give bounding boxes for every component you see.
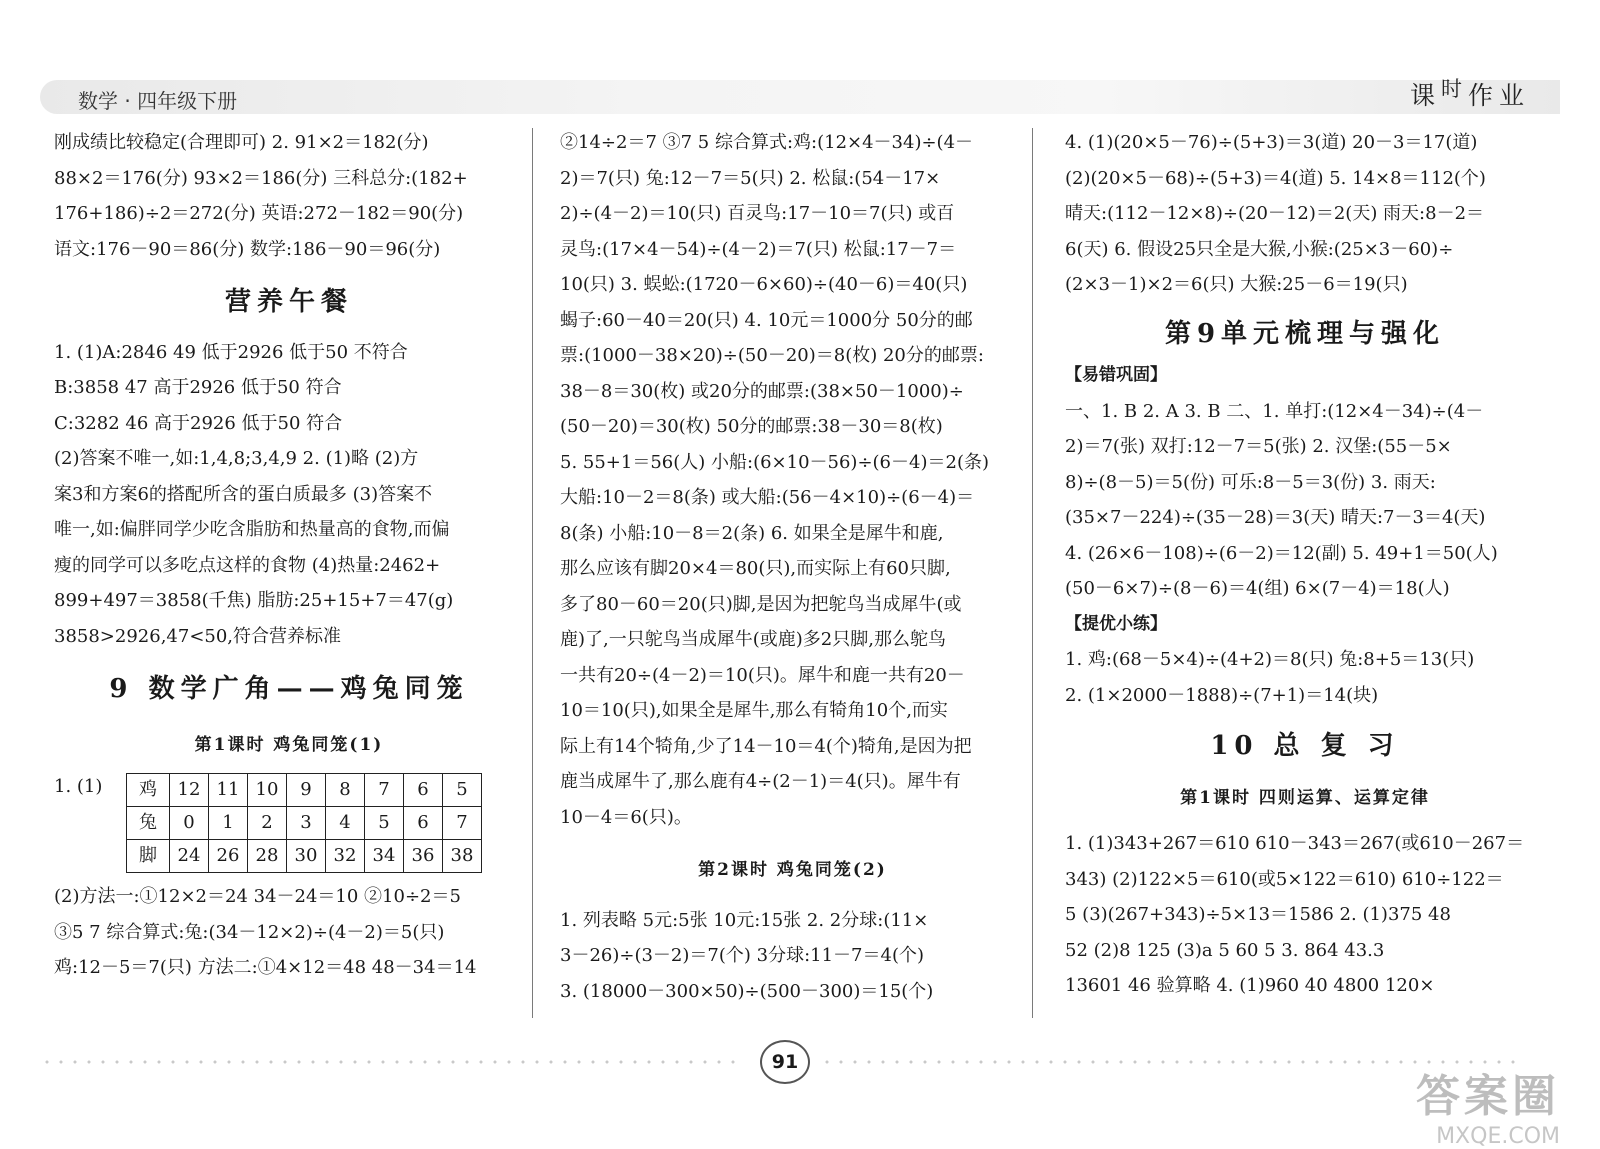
- table-cell: 8: [326, 774, 365, 807]
- answer-line: 鹿当成犀牛了,那么鹿有4÷(2－1)＝4(只)。犀牛有: [560, 771, 961, 792]
- answer-line: 鸡:12－5＝7(只) 方法二:①4×12＝48 48－34＝14: [54, 957, 477, 978]
- table-cell: 24: [170, 840, 209, 873]
- answer-line: 灵鸟:(17×4－54)÷(4－2)＝7(只) 松鼠:17－7＝: [560, 238, 957, 260]
- answer-line: 一、1. B 2. A 3. B 二、1. 单打:(12×4－34)÷(4－: [1065, 400, 1484, 422]
- answer-line: 88×2＝176(分) 93×2＝186(分) 三科总分:(182+: [54, 167, 468, 189]
- lesson-title: 第1课时 鸡兔同笼(1): [194, 734, 384, 755]
- section-title-unit10: 10 总 复 习: [1210, 731, 1400, 761]
- answer-line: 蝎子:60－40＝20(只) 4. 10元＝1000分 50分的邮: [560, 309, 973, 331]
- answer-line: 4. (26×6－108)÷(6－2)＝12(副) 5. 49+1＝50(人): [1065, 542, 1498, 564]
- answer-line: (2)答案不唯一,如:1,4,8;3,4,9 2. (1)略 (2)方: [54, 448, 419, 469]
- series-title: [1410, 76, 1530, 112]
- table-cell: 36: [404, 840, 443, 873]
- footer-dots-right: [820, 1055, 1520, 1069]
- answer-line: (50－6×7)÷(8－6)＝4(组) 6×(7－4)＝18(人): [1065, 578, 1450, 599]
- answer-line: 2)＝7(张) 双打:12－7＝5(张) 2. 汉堡:(55－5×: [1065, 436, 1452, 457]
- answer-line: 176+186)÷2＝272(分) 英语:272－182＝90(分): [54, 203, 464, 224]
- answer-line: 38－8＝30(枚) 或20分的邮票:(38×50－1000)÷: [560, 380, 964, 402]
- answer-line: 3－26)÷(3－2)＝7(个) 3分球:11－7＝4(个): [560, 945, 924, 966]
- column-1: [54, 125, 524, 986]
- answer-line: 52 (2)8 125 (3)a 5 60 5 3. 864 43.3: [1065, 939, 1385, 961]
- answer-line: (35×7－224)÷(35－28)＝3(天) 晴天:7－3＝4(天): [1065, 507, 1486, 528]
- table-cell: 32: [326, 840, 365, 873]
- column-3: [1065, 125, 1545, 1004]
- answer-line: 那么应该有脚20×4＝80(只),而实际上有60只脚,: [560, 558, 951, 579]
- lesson-title: 第2课时 鸡兔同笼(2): [698, 860, 887, 880]
- answer-line: 2. (1×2000－1888)÷(7+1)＝14(块): [1065, 684, 1379, 706]
- series-char: 作: [1467, 81, 1499, 110]
- series-char: 时: [1440, 77, 1468, 101]
- answer-line: 10＝10(只),如果全是犀牛,那么有犄角10个,而实: [560, 700, 948, 721]
- table-cell: 鸡: [127, 774, 170, 807]
- answer-line: 一共有20÷(4－2)＝10(只)。犀牛和鹿一共有20－: [560, 664, 965, 686]
- answer-line: 大船:10－2＝8(条) 或大船:(56－4×10)÷(6－4)＝: [560, 487, 975, 508]
- answer-line: 10－4＝6(只)。: [560, 806, 692, 828]
- answer-line: 晴天:(112－12×8)÷(20－12)＝2(天) 雨天:8－2＝: [1065, 203, 1485, 224]
- table-cell: 10: [248, 774, 287, 807]
- answer-line: ③5 7 综合算式:兔:(34－12×2)÷(4－2)＝5(只): [54, 921, 445, 943]
- header-band: [40, 80, 1560, 114]
- column-divider: [1032, 128, 1033, 1018]
- answer-line: 2)÷(4－2)＝10(只) 百灵鸟:17－10＝7(只) 或百: [560, 203, 955, 224]
- answer-line: 多了80－60＝20(只)脚,是因为把鸵鸟当成犀牛(或: [560, 593, 962, 615]
- series-char: 课: [1409, 81, 1441, 110]
- answer-line: 3858>2926,47<50,符合营养标准: [54, 625, 342, 647]
- answer-line: (2)(20×5－68)÷(5+3)＝4(道) 5. 14×8＝112(个): [1065, 167, 1486, 189]
- table-cell: 11: [209, 774, 248, 807]
- answer-line: B:3858 47 高于2926 低于50 符合: [54, 377, 342, 398]
- answer-line: 8(条) 小船:10－8＝2(条) 6. 如果全是犀牛和鹿,: [560, 522, 944, 544]
- answer-line: 瘦的同学可以多吃点这样的食物 (4)热量:2462+: [54, 554, 441, 576]
- watermark-text: 答案圈: [1416, 1071, 1560, 1122]
- answer-line: ②14÷2＝7 ③7 5 综合算式:鸡:(12×4－34)÷(4－: [560, 132, 974, 153]
- answer-line: 际上有14个犄角,少了14－10＝4(个)犄角,是因为把: [560, 735, 972, 757]
- answer-line: (2×3－1)×2＝6(只) 大猴:25－6＝19(只): [1065, 274, 1408, 295]
- tag-mistakes: 【易错巩固】: [1065, 365, 1167, 385]
- section-title-unit9: 9 数学广角——鸡兔同笼: [109, 674, 469, 704]
- answer-line: 1. (1)343+267＝610 610－343＝267(或610－267＝: [1065, 833, 1525, 854]
- table-cell: 7: [365, 774, 404, 807]
- answer-line: 6(天) 6. 假设25只全是大猴,小猴:(25×3－60)÷: [1065, 238, 1454, 260]
- answer-line: 1. 列表略 5元:5张 10元:15张 2. 2分球:(11×: [560, 909, 929, 931]
- column-2: [560, 125, 1025, 1009]
- answer-line: 5 (3)(267+343)÷5×13＝1586 2. (1)375 48: [1065, 904, 1451, 925]
- answer-line: 343) (2)122×5＝610(或5×122＝610) 610÷122＝: [1065, 868, 1504, 890]
- table-cell: 12: [170, 774, 209, 807]
- answer-line: 2)＝7(只) 兔:12－7＝5(只) 2. 松鼠:(54－17×: [560, 167, 941, 189]
- question-label: 1. (1): [54, 776, 103, 797]
- page-number: 91: [760, 1040, 810, 1084]
- watermark-stamp: [1416, 1060, 1560, 1149]
- answer-line: 1. 鸡:(68－5×4)÷(4+2)＝8(只) 兔:8+5＝13(只): [1065, 649, 1475, 670]
- answer-line: (2)方法一:①12×2＝24 34－24＝10 ②10÷2＝5: [54, 886, 461, 907]
- table-cell: 2: [248, 807, 287, 840]
- answer-line: 10(只) 3. 蜈蚣:(1720－6×60)÷(40－6)＝40(只): [560, 274, 968, 295]
- table-cell: 4: [326, 807, 365, 840]
- table-cell: 5: [443, 774, 482, 807]
- answer-line: 唯一,如:偏胖同学少吃含脂肪和热量高的食物,而偏: [54, 519, 450, 540]
- table-cell: 26: [209, 840, 248, 873]
- chicken-rabbit-table: [126, 773, 482, 873]
- answer-line: 票:(1000－38×20)÷(50－20)＝8(枚) 20分的邮票:: [560, 345, 984, 366]
- answer-line: (50－20)＝30(枚) 50分的邮票:38－30＝8(枚): [560, 416, 943, 437]
- watermark-url: MXQE.COM: [1436, 1124, 1560, 1149]
- section-title-review9: 第9单元梳理与强化: [1164, 318, 1446, 349]
- table-cell: 脚: [127, 840, 170, 873]
- table-cell: 34: [365, 840, 404, 873]
- chicken-rabbit-table-block: [54, 771, 524, 873]
- table-cell: 1: [209, 807, 248, 840]
- series-char: 业: [1498, 81, 1530, 110]
- answer-line: 语文:176－90＝86(分) 数学:186－90＝96(分): [54, 238, 441, 260]
- answer-line: 5. 55+1＝56(人) 小船:(6×10－56)÷(6－4)＝2(条): [560, 451, 989, 473]
- column-divider: [532, 128, 533, 1018]
- answer-line: 鹿)了,一只鸵鸟当成犀牛(或鹿)多2只脚,那么鸵鸟: [560, 629, 946, 650]
- section-title-nutrition: 营养午餐: [224, 287, 353, 317]
- table-cell: 兔: [127, 807, 170, 840]
- table-row: [127, 840, 482, 873]
- lesson-title: 第1课时 四则运算、运算定律: [1180, 787, 1430, 808]
- answer-line: 3. (18000－300×50)÷(500－300)＝15(个): [560, 980, 934, 1002]
- table-cell: 6: [404, 807, 443, 840]
- table-cell: 5: [365, 807, 404, 840]
- table-cell: 7: [443, 807, 482, 840]
- table-cell: 38: [443, 840, 482, 873]
- page-header: [40, 72, 1560, 122]
- table-cell: 28: [248, 840, 287, 873]
- table-cell: 6: [404, 774, 443, 807]
- book-title: 数学 · 四年级下册: [78, 89, 238, 113]
- table-cell: 3: [287, 807, 326, 840]
- answer-line: 8)÷(8－5)＝5(份) 可乐:8－5＝3(份) 3. 雨天:: [1065, 471, 1436, 493]
- answer-line: 案3和方案6的搭配所含的蛋白质最多 (3)答案不: [54, 483, 433, 505]
- tag-advanced: 【提优小练】: [1065, 613, 1167, 634]
- answer-line: 899+497＝3858(千焦) 脂肪:25+15+7＝47(g): [54, 590, 454, 611]
- table-row: [127, 807, 482, 840]
- table-row: [127, 774, 482, 807]
- answer-line: C:3282 46 高于2926 低于50 符合: [54, 412, 343, 434]
- answer-line: 4. (1)(20×5－76)÷(5+3)＝3(道) 20－3＝17(道): [1065, 132, 1478, 153]
- answer-line: 1. (1)A:2846 49 低于2926 低于50 不符合: [54, 341, 408, 363]
- answer-line: 13601 46 验算略 4. (1)960 40 4800 120×: [1065, 975, 1435, 996]
- table-cell: 0: [170, 807, 209, 840]
- table-cell: 30: [287, 840, 326, 873]
- table-cell: 9: [287, 774, 326, 807]
- answer-line: 刚成绩比较稳定(合理即可) 2. 91×2＝182(分): [54, 132, 429, 153]
- footer-dots-left: [40, 1055, 740, 1069]
